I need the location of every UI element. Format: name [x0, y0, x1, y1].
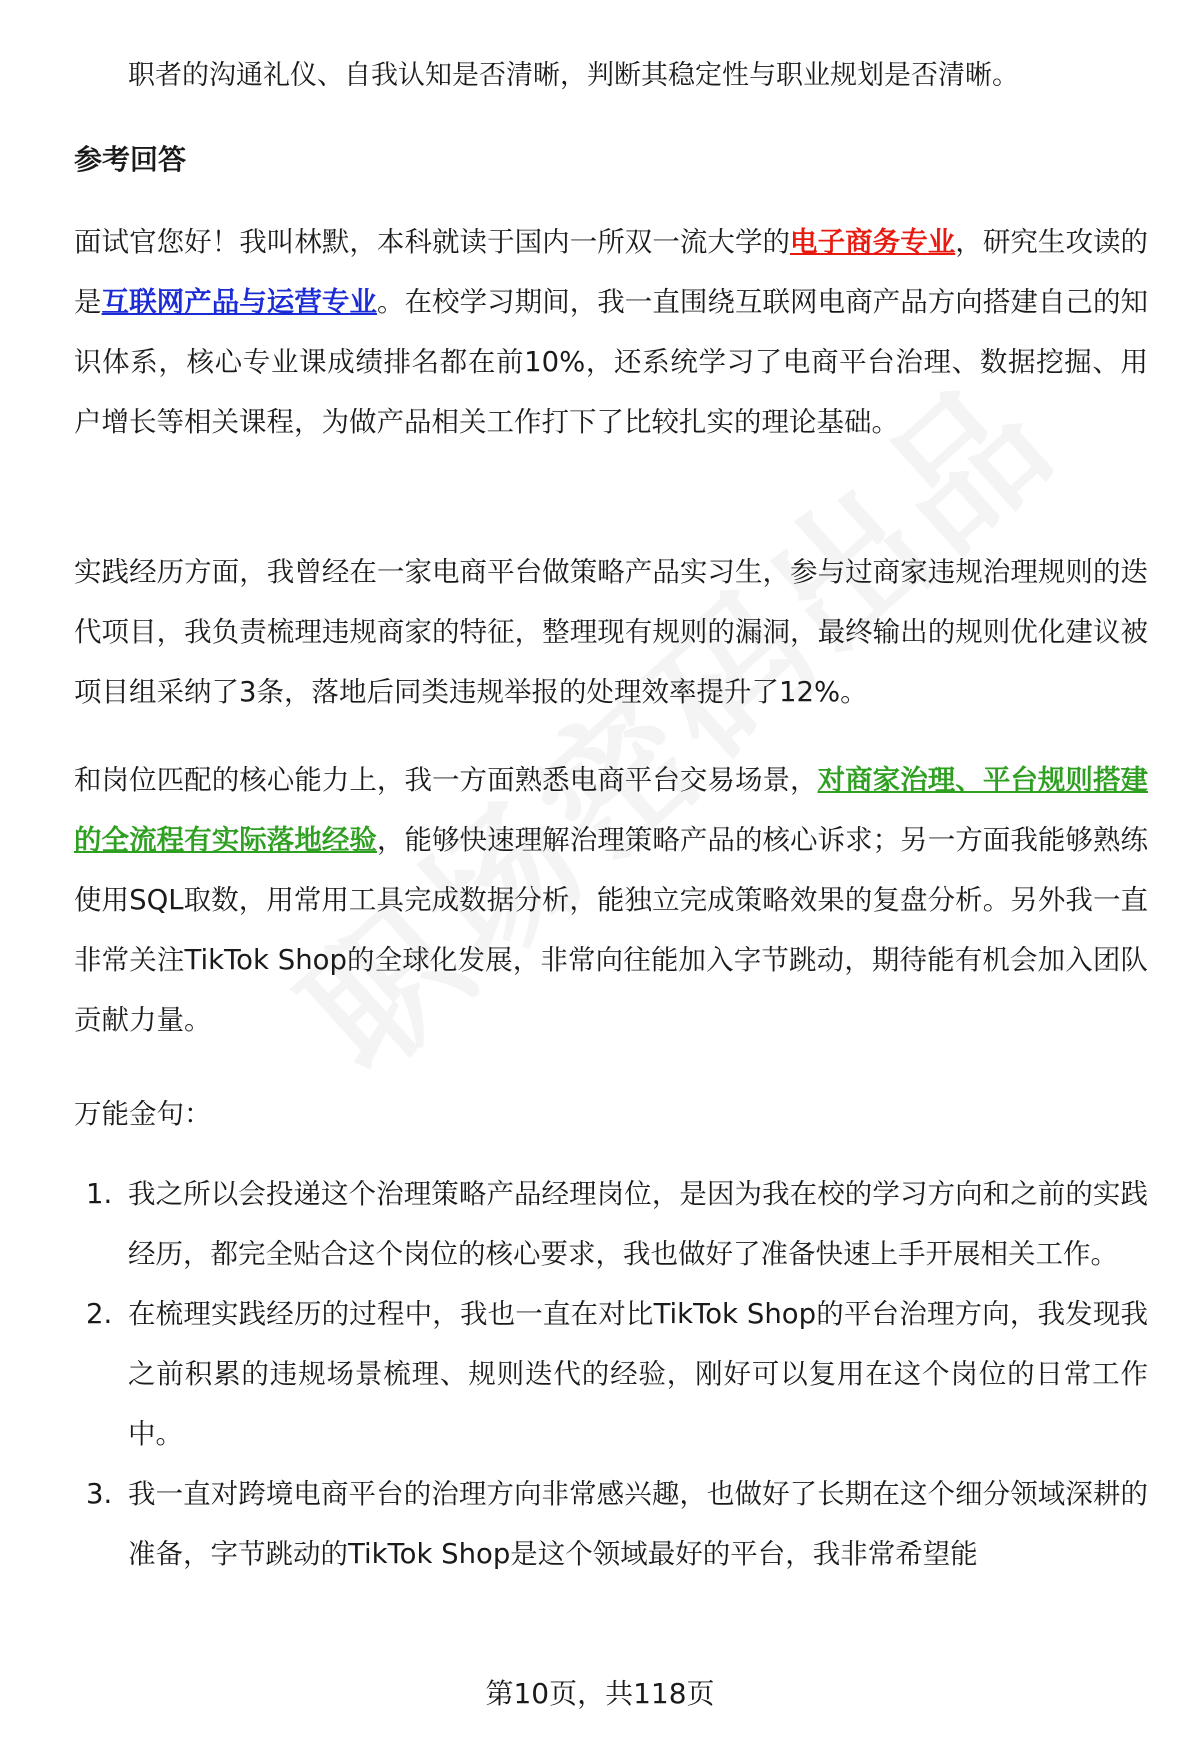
- list-item-number: 2.: [86, 1298, 113, 1330]
- list-item: [74, 1464, 1148, 1584]
- golden-sentences-label: 万能金句：: [74, 1098, 212, 1130]
- section-heading: 参考回答: [74, 143, 187, 176]
- para3-text-2: ，能够快速理解治理策略产品的核心诉求；另一方面我能够熟练使用SQL取数，用常用工具完成数据分析，能独立完成策略效果的复盘分析。另外我一直非常关注TikTok Shop的全球化发展，非常向往能加入字节跳动，期待能有机会加入团队贡献力量。: [74, 824, 1149, 1036]
- list-item-number: 3.: [86, 1478, 113, 1510]
- highlight-major-graduate: 互联网产品与运营专业: [101, 286, 377, 318]
- para1-text-1: 面试官您好！我叫林默，本科就读于国内一所双一流大学的: [74, 226, 791, 258]
- para3-text-1: 和岗位匹配的核心能力上，我一方面熟悉电商平台交易场景，: [74, 764, 818, 796]
- list-item: [74, 1284, 1148, 1464]
- page-footer: 第10页，共118页: [485, 1677, 715, 1710]
- paragraph-experience: 实践经历方面，我曾经在一家电商平台做策略产品实习生，参与过商家违规治理规则的迭代项目，我负责梳理违规商家的特征，整理现有规则的漏洞，最终输出的规则优化建议被项目组采纳了3条，落地后同类违规举报的处理效率提升了12%。: [74, 556, 1148, 708]
- golden-sentences-list: [74, 1164, 1148, 1584]
- list-item-text: 我一直对跨境电商平台的治理方向非常感兴趣，也做好了长期在这个细分领域深耕的准备，字节跳动的TikTok Shop是这个领域最好的平台，我非常希望能: [128, 1478, 1148, 1570]
- list-item-text: 在梳理实践经历的过程中，我也一直在对比TikTok Shop的平台治理方向，我发现我之前积累的违规场景梳理、规则迭代的经验，刚好可以复用在这个岗位的日常工作中。: [128, 1298, 1148, 1450]
- para1-text-2: ，研究生攻读的是: [74, 226, 1149, 318]
- para1-text-3: 。在校学习期间，我一直围绕互联网电商产品方向搭建自己的知识体系，核心专业课成绩排名都在前10%，还系统学习了电商平台治理、数据挖掘、用户增长等相关课程，为做产品相关工作打下了比较扎实的理论基础。: [74, 286, 1149, 438]
- paragraph-abilities: [74, 750, 1148, 1050]
- list-item-number: 1.: [86, 1178, 113, 1210]
- intro-line: 职者的沟通礼仪、自我认知是否清晰，判断其稳定性与职业规划是否清晰。: [128, 60, 1019, 91]
- highlight-major-undergrad: 电子商务专业: [790, 226, 956, 258]
- list-item-text: 我之所以会投递这个治理策略产品经理岗位，是因为我在校的学习方向和之前的实践经历，都完全贴合这个岗位的核心要求，我也做好了准备快速上手开展相关工作。: [128, 1178, 1148, 1270]
- paragraph-education: [74, 212, 1148, 452]
- list-item: [74, 1164, 1148, 1284]
- highlight-governance-experience: 对商家治理、平台规则搭建的全流程有实际落地经验: [74, 764, 1149, 856]
